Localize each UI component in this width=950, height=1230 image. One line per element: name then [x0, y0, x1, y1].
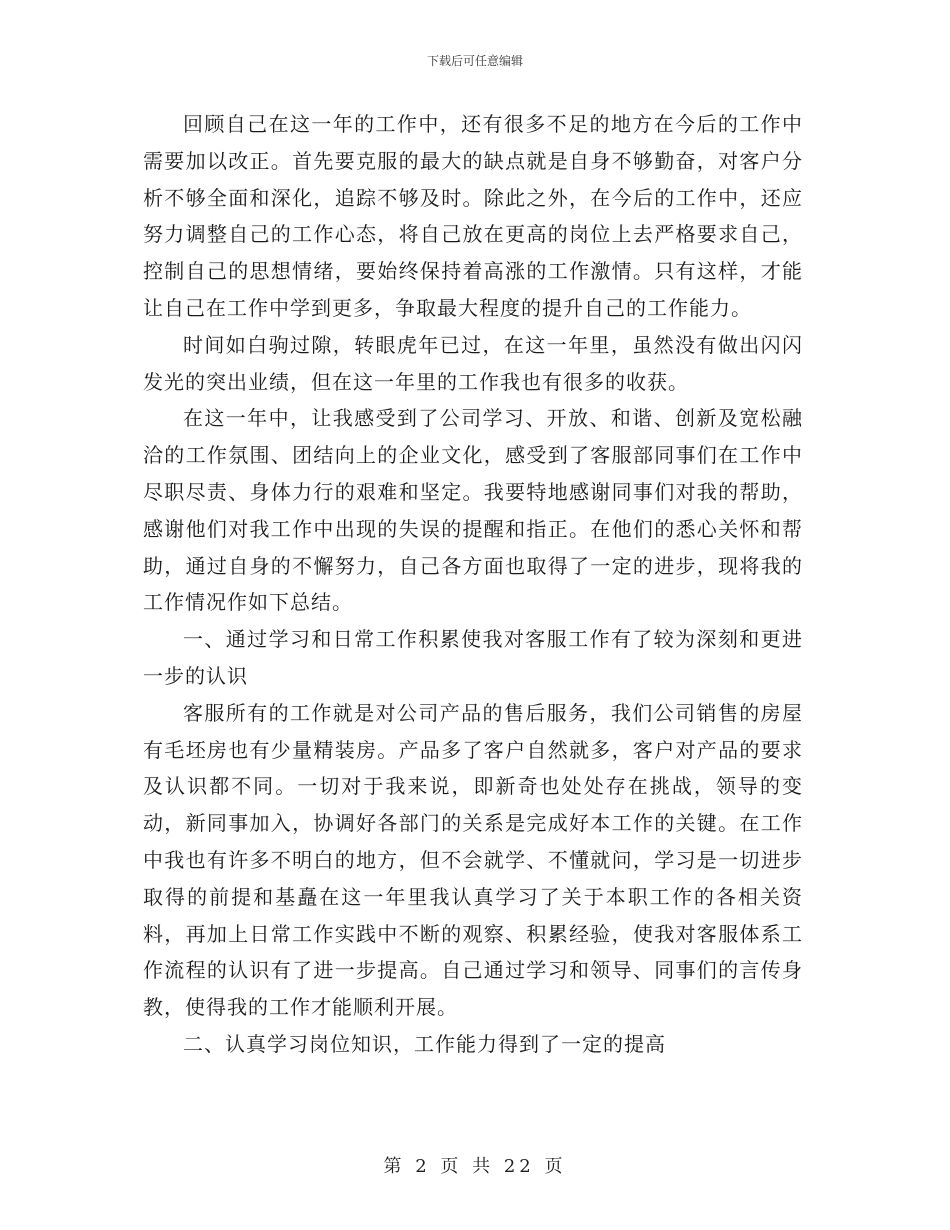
paragraph: 客服所有的工作就是对公司产品的售后服务，我们公司销售的房屋有毛坯房也有少量精装房。产品多了客户自然就多，客户对产品的要求及认识都不同。一切对于我来说，即新奇也处处存在挑战，领导的变动，新同事加入，协调好各部门的关系是完成好本工作的关键。在工作中我也有许多不明白的地方，但不会就学、不懂就问，学习是一切进步取得的前提和基矗在这一年里我认真学习了关于本职工作的各相关资料，再加上日常工作实践中不断的观察、积累经验，使我对客服体系工作流程的认识有了进一步提高。自己通过学习和领导、同事们的言传身教，使得我的工作才能顺利开展。 [143, 700, 803, 1020]
page-number-footer: 第 2 页 共 22 页 [383, 1156, 567, 1177]
section-heading: 一、通过学习和日常工作积累使我对客服工作有了较为深刻和更进一步的认识 [143, 627, 803, 688]
page-header: 下载后可任意编辑 [426, 54, 523, 68]
paragraph: 在这一年中，让我感受到了公司学习、开放、和谐、创新及宽松融洽的工作氛围、团结向上的企业文化，感受到了客服部同事们在工作中尽职尽责、身体力行的艰难和坚定。我要特地感谢同事们对我的帮助，感谢他们对我工作中出现的失误的提醒和指正。在他们的悉心关怀和帮助，通过自身的不懈努力，自己各方面也取得了一定的进步，现将我的工作情况作如下总结。 [143, 406, 803, 615]
section-heading: 二、认真学习岗位知识，工作能力得到了一定的提高 [183, 1031, 666, 1056]
paragraph: 回顾自己在这一年的工作中，还有很多不足的地方在今后的工作中需要加以改正。首先要克服的最大的缺点就是自身不够勤奋，对客户分析不够全面和深化，追踪不够及时。除此之外，在今后的工作中，还应努力调整自己的工作心态，将自己放在更高的岗位上去严格要求自己，控制自己的思想情绪，要始终保持着高涨的工作激情。只有这样，才能让自己在工作中学到更多，争取最大程度的提升自己的工作能力。 [143, 112, 803, 320]
document-body [143, 106, 803, 1063]
paragraph: 时间如白驹过隙，转眼虎年已过，在这一年里，虽然没有做出闪闪发光的突出业绩，但在这一年里的工作我也有很多的收获。 [143, 332, 803, 394]
